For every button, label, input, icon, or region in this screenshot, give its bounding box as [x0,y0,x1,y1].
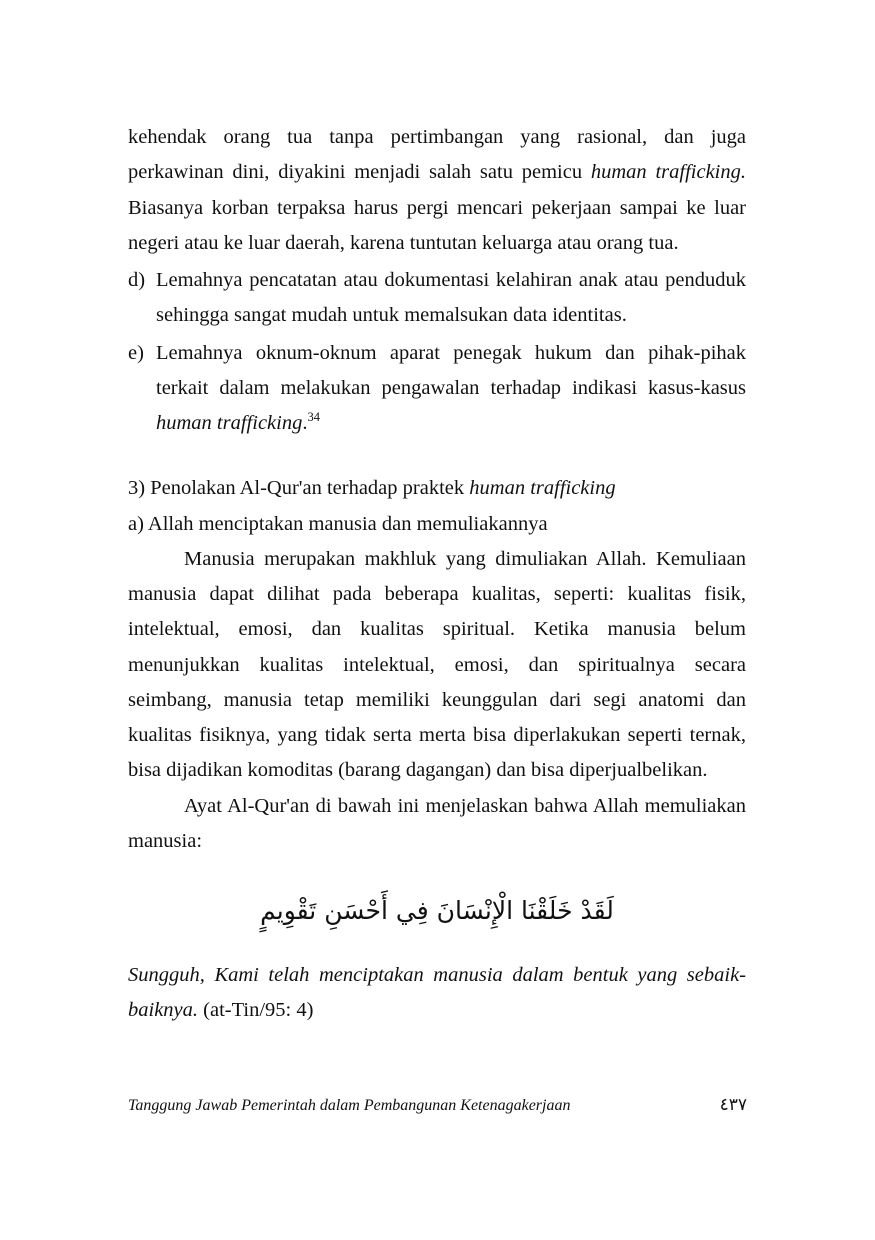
list-text-e-part2: . [302,412,308,434]
list-text-e [156,336,746,442]
list-marker-d: d) [128,269,146,291]
verse-source: (at-Tin/95: 4) [198,998,314,1021]
list-body-e [156,336,746,442]
list-item [128,336,746,442]
list-item [128,263,746,334]
italic-term-human-trafficking-2: human trafficking [156,412,303,434]
verse-translation-text: Sungguh, Kami telah menciptakan manusia dalam bentuk yang sebaik-baiknya. [128,963,746,1021]
verse-translation [128,958,746,1029]
heading-3 [128,471,746,506]
page-footer [128,1095,747,1115]
footnote-reference[interactable]: 34 [307,410,320,425]
paragraph-manusia: Manusia merupakan makhluk yang dimuliakan Allah. Kemuliaan manusia dapat dilihat pada beberapa kualitas, seperti: kualitas fisik, intelektual, emosi, dan kualitas spiritual. Ketika manusia belum menunjukkan kualitas intelektual, emosi, dan spiritualnya secara seimbang, manusia tetap memiliki keunggulan dari segi anatomi dan kualitas fisiknya, yang tidak serta merta bisa diperlakukan seperti ternak, bisa dijadikan komoditas (barang dagangan) dan bisa diperjualbelikan. [128,547,746,782]
footer-page-number: ٤٣٧ [719,1095,747,1115]
section-gap [128,441,746,471]
page-content [128,120,746,1028]
paragraph-ayat-intro: Ayat Al-Qur'an di bawah ini menjelaskan bahwa Allah memuliakan manusia: [128,794,746,852]
list-body-d [156,263,746,334]
list-marker-e: e) [128,341,144,364]
heading-3-text: Penolakan Al-Qur'an terhadap praktek [145,477,470,500]
italic-term-human-trafficking-3: human trafficking [469,477,616,500]
heading-a: a) Allah menciptakan manusia dan memuliakannya [128,512,548,535]
list-text-d: Lemahnya pencatatan atau dokumentasi kelahiran anak atau penduduk sehingga sangat mudah untuk memalsukan data identitas. [156,269,746,327]
heading-3-number: 3) [128,477,146,500]
list-text-e-part1: Lemahnya oknum-oknum aparat penegak hukum dan pihak-pihak terkait dalam melakukan pengawalan terhadap indikasi kasus-kasus [156,341,746,399]
continued-paragraph-text-1: kehendak orang tua tanpa pertimbangan yang rasional, dan juga perkawinan dini, diyakini menjadi salah satu pemicu [128,126,746,184]
continued-paragraph-text-2: Biasanya korban terpaksa harus pergi mencari pekerjaan sampai ke luar negeri atau ke luar daerah, karena tuntutan keluarga atau orang tua. [128,196,746,254]
quran-verse: لَقَدْ خَلَقْنَا الْإِنْسَانَ فِي أَحْسَنِ تَقْوِيمٍ [260,896,614,925]
continued-paragraph [128,120,746,261]
italic-term-human-trafficking-1: human trafficking. [590,161,746,184]
footer-running-title: Tanggung Jawab Pemerintah dalam Pembangunan Ketenagakerjaan [128,1097,571,1114]
